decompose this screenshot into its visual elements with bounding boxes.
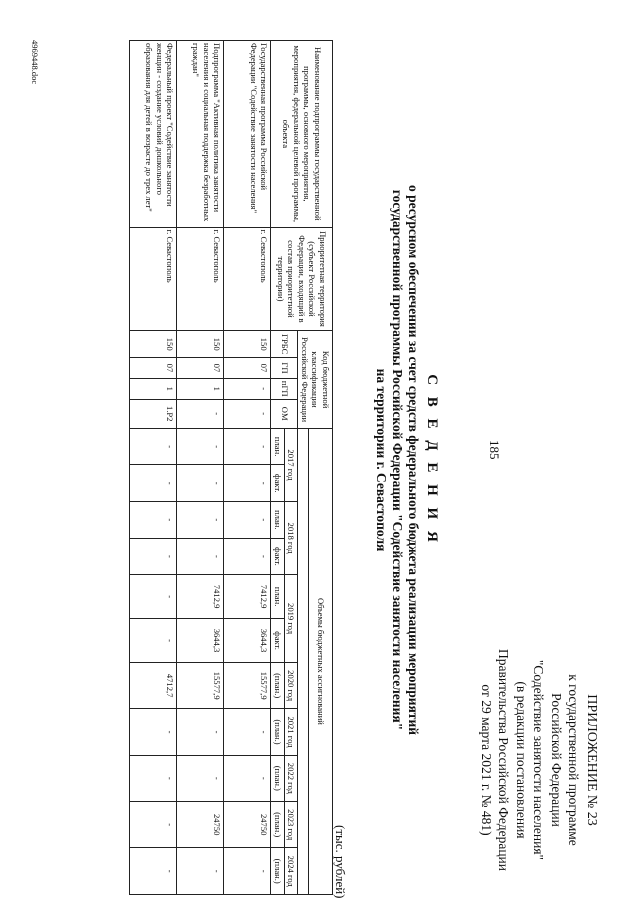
table-row (177, 41, 224, 895)
title-heading: С В Е Д Е Н И Я (424, 374, 440, 546)
header-fact: факт. (271, 465, 285, 502)
cell-2017-plan: - (224, 428, 271, 465)
cell-2017-fact: - (130, 465, 177, 502)
header-year-2022: 2022 год (285, 755, 299, 801)
table-row (224, 41, 271, 895)
cell-grbs: 150 (130, 331, 177, 358)
cell-territory: г. Севастополь (224, 227, 271, 331)
file-name: 4969448.doc (30, 40, 40, 85)
cell-2024: - (224, 848, 271, 895)
cell-2022: - (130, 755, 177, 801)
header-year-2021: 2021 год (285, 709, 299, 755)
cell-2020: 4712,7 (130, 662, 177, 708)
cell-gp: 07 (130, 358, 177, 379)
annex-line: Правительства Российской Федерации (496, 649, 512, 871)
units-label: (тыс. рублей) (333, 825, 348, 899)
cell-2019-fact: - (130, 619, 177, 663)
header-om: ОМ (271, 399, 298, 428)
cell-2023: 24750 (177, 802, 224, 848)
page-number: 185 (487, 440, 502, 460)
header-year-2024: 2024 год (285, 848, 299, 895)
cell-territory: г. Севастополь (130, 227, 177, 331)
header-budget-code: Код бюджетной классификации Российской Федерации (298, 331, 333, 429)
header-fact: факт. (271, 619, 285, 663)
cell-om: 1.P2 (130, 399, 177, 428)
cell-name: Федеральный проект "Содействие занятости женщин - создание условий дошкольного образования для детей в возрасте до трех лет" (130, 41, 177, 228)
header-year-2020: 2020 год (285, 662, 299, 708)
header-plan: план. (271, 502, 285, 539)
cell-2020: 15577,9 (224, 662, 271, 708)
header-territory: Приоритетная территория (субъект Российской Федерации, входящий в состав приоритетной территории) (271, 227, 333, 331)
title-line: на территории г. Севастополя (374, 368, 389, 552)
header-fact: факт. (271, 538, 285, 575)
cell-2024: - (130, 848, 177, 895)
header-plan: план. (271, 428, 285, 465)
annex-line: "Содействие занятости населения" (531, 659, 547, 861)
cell-2023: - (130, 802, 177, 848)
cell-2018-fact: - (177, 538, 224, 575)
cell-2019-fact: 3644,3 (224, 619, 271, 663)
cell-2017-plan: - (130, 428, 177, 465)
header-grbs: ГРБС (271, 331, 298, 358)
header-plan-paren: (план.) (271, 755, 285, 801)
cell-2018-fact: - (130, 538, 177, 575)
cell-2022: - (177, 755, 224, 801)
cell-om: - (177, 399, 224, 428)
table-row (130, 41, 177, 895)
header-plan-paren: (план.) (271, 848, 285, 895)
cell-2019-plan: 7412,9 (224, 575, 271, 619)
annex-line: к государственной программе (566, 674, 582, 846)
annex-line: Российской Федерации (549, 693, 564, 827)
title-line: государственной программы Российской Федерации "Содействие занятости населения" (390, 189, 405, 731)
cell-2022: - (224, 755, 271, 801)
cell-2018-fact: - (224, 538, 271, 575)
cell-2024: - (177, 848, 224, 895)
budget-table (130, 40, 334, 895)
header-volumes: Объемы бюджетных ассигнований (309, 428, 333, 894)
cell-2020: 15577,9 (177, 662, 224, 708)
cell-pgp: 1 (177, 378, 224, 399)
document-title (373, 150, 440, 770)
cell-2017-plan: - (177, 428, 224, 465)
cell-pgp: - (224, 378, 271, 399)
header-pgp: пГП (271, 378, 298, 399)
header-gp: ГП (271, 358, 298, 379)
cell-grbs: 150 (177, 331, 224, 358)
annex-line: (в редакции постановления (514, 681, 529, 839)
header-year-2018: 2018 год (285, 502, 299, 575)
cell-2018-plan: - (177, 502, 224, 539)
annex-header (478, 630, 601, 890)
cell-2018-plan: - (130, 502, 177, 539)
annex-line: от 29 марта 2021 г. № 481) (479, 684, 494, 836)
cell-gp: 07 (224, 358, 271, 379)
header-spacer (298, 428, 309, 894)
cell-2021: - (224, 709, 271, 755)
cell-om: - (224, 399, 271, 428)
header-year-2019: 2019 год (285, 575, 299, 663)
cell-pgp: 1 (130, 378, 177, 399)
cell-gp: 07 (177, 358, 224, 379)
cell-territory: г. Севастополь (177, 227, 224, 331)
header-name: Наименование подпрограммы государственной программы, основного мероприятия, мероприятия, федеральной целевой программы, объекта (271, 41, 333, 228)
annex-number: ПРИЛОЖЕНИЕ № 23 (584, 694, 599, 826)
header-year-2023: 2023 год (285, 802, 299, 848)
cell-2017-fact: - (177, 465, 224, 502)
header-plan-paren: (план.) (271, 662, 285, 708)
cell-name: Подпрограмма "Активная политика занятости населения и социальная поддержка безработных граждан" (177, 41, 224, 228)
cell-2017-fact: - (224, 465, 271, 502)
header-plan-paren: (план.) (271, 709, 285, 755)
cell-2021: - (177, 709, 224, 755)
header-plan-paren: (план.) (271, 802, 285, 848)
cell-2023: 24750 (224, 802, 271, 848)
cell-2019-plan: - (130, 575, 177, 619)
header-plan: план. (271, 575, 285, 619)
cell-grbs: 150 (224, 331, 271, 358)
cell-2019-plan: 7412,9 (177, 575, 224, 619)
cell-2019-fact: 3644,3 (177, 619, 224, 663)
title-line: о ресурсном обеспечении за счет средств федерального бюджета реализации мероприятий (406, 185, 421, 735)
cell-name: Государственная программа Российской Федерации "Содействие занятости населения" (224, 41, 271, 228)
cell-2018-plan: - (224, 502, 271, 539)
cell-2021: - (130, 709, 177, 755)
header-year-2017: 2017 год (285, 428, 299, 501)
